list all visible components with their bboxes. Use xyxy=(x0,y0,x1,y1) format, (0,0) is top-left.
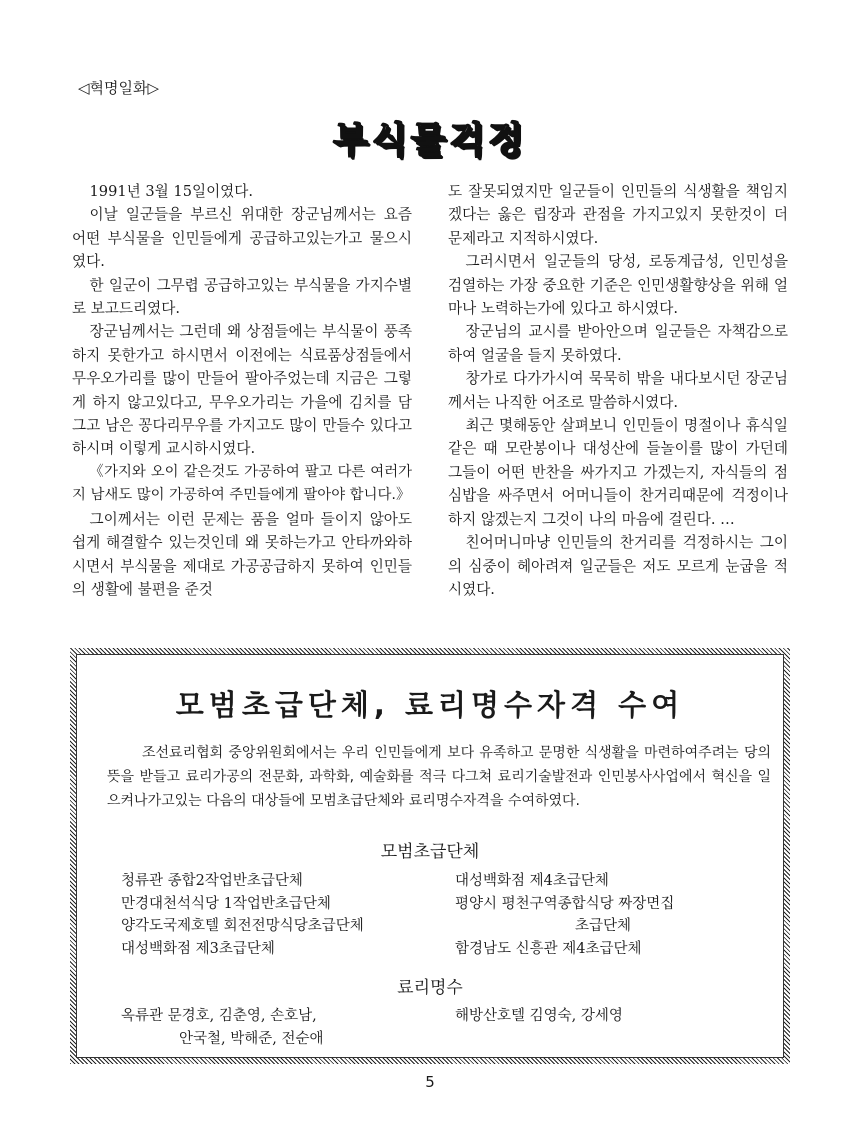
masters-list-left xyxy=(121,1005,324,1050)
list-item: 해방산호텔 김영숙, 강세영 xyxy=(455,1008,623,1024)
page-number: 5 xyxy=(425,1073,435,1091)
list-item: 안국철, 박해준, 전순애 xyxy=(179,1030,324,1047)
paragraph: 장군님께서는 그런데 왜 상점들에는 부식물이 풍족하지 못한가고 하시면서 이전에는 식료품상점들에서 무우오가리를 많이 만들어 팔아주었는데 지금은 그렇게 하지 않고있다고, 무우오가리는 가을에 김치를 담그고 남은 꽁다리무우를 가지고도 많이 만들수 있다고 하시며 이렇게 교시하시였다. xyxy=(72,323,412,458)
list-item: 옥류관 문경호, 김춘영, 손호남, xyxy=(121,1008,317,1024)
announcement-title: 모범초급단체, 료리명수자격 수여 xyxy=(175,688,685,722)
list-item: 대성백화점 제3초급단체 xyxy=(121,940,275,957)
masters-list-right xyxy=(455,1005,623,1028)
article-column-left xyxy=(72,180,412,601)
quote-paragraph: 《가지와 오이 같은것도 가공하여 팔고 다른 여러가지 남새도 많이 가공하여 주민들에게 팔아야 합니다.》 xyxy=(72,463,412,504)
paragraph: 그러시면서 일군들의 당성, 로동계급성, 인민성을 검열하는 가장 중요한 기준은 인민생활향상을 위해 얼마나 노력하는가에 있다고 하시였다. xyxy=(448,253,788,318)
paragraph: 이날 일군들을 부르신 위대한 장군님께서는 요즘 어떤 부식물을 인민들에게 공급하고있는가고 물으시였다. xyxy=(72,206,412,271)
groups-list-left xyxy=(121,870,364,960)
article-column-right xyxy=(448,180,788,601)
groups-list-right xyxy=(455,870,674,960)
paragraph: 최근 몇해동안 살펴보니 인민들이 명절이나 휴식일 같은 때 모란봉이나 대성산에 들놀이를 많이 가던데 그들이 어떤 반찬을 싸가지고 가겠는지, 자식들의 점심밥을 싸주면서 어머니들이 찬거리때문에 걱정이나 하지 않겠는지 그것이 나의 마음에 걸린다. … xyxy=(448,417,788,528)
list-item: 평양시 평천구역종합식당 짜장면집 xyxy=(455,895,675,912)
groups-heading: 모범초급단체 xyxy=(380,842,480,862)
list-item: 초급단체 xyxy=(575,918,632,934)
paragraph: 장군님의 교시를 받아안으며 일군들은 자책감으로 하여 얼굴을 들지 못하였다. xyxy=(448,323,788,364)
section-category: ◁혁명일화▷ xyxy=(78,79,160,97)
list-item: 양각도국제호텔 회전전망식당초급단체 xyxy=(121,918,364,934)
paragraph: 그이께서는 이런 문제는 품을 얼마 들이지 않아도 쉽게 해결할수 있는것인데 왜 못하는가고 안타까와하시면서 부식물을 제대로 가공공급하지 못하여 인민들의 생활에 불편을 준것 xyxy=(72,510,412,598)
announcement-box xyxy=(70,648,790,1064)
masters-heading: 료리명수 xyxy=(397,978,463,998)
paragraph: 도 잘못되였지만 일군들이 인민들의 식생활을 책임지겠다는 옳은 립장과 관점을 가지고있지 못한것이 더 문제라고 지적하시였다. xyxy=(448,183,788,247)
list-item: 대성백화점 제4초급단체 xyxy=(455,873,609,889)
paragraph: 한 일군이 그무렵 공급하고있는 부식물을 가지수별로 보고드리였다. xyxy=(72,276,412,318)
paragraph: 창가로 다가가시여 묵묵히 밖을 내다보시던 장군님께서는 나직한 어조로 말씀하시였다. xyxy=(448,370,788,411)
announcement-inner xyxy=(76,654,784,1058)
paragraph: 1991년 3월 15일이였다. xyxy=(89,183,254,200)
list-item: 함경남도 신흥관 제4초급단체 xyxy=(455,940,642,957)
article-title: 부식물걱정 xyxy=(333,120,527,161)
announcement-text: 조선료리협회 중앙위원회에서는 우리 인민들에게 보다 유족하고 문명한 식생활을 마련하여주려는 당의 뜻을 받들고 료리가공의 전문화, 과학화, 예술화를 적극 다그쳐 료리기술발전과 인민봉사사업에서 혁신을 일으켜나가고있는 다음의 대상들에 모범초급단체와 료리명수자격을 수여하였다. xyxy=(107,745,771,809)
list-item: 만경대천석식당 1작업반초급단체 xyxy=(121,895,331,912)
paragraph: 친어머니마냥 인민들의 찬거리를 걱정하시는 그이의 심중이 헤아려져 일군들은 저도 모르게 눈굽을 적시였다. xyxy=(448,534,788,598)
list-item: 청류관 종합2작업반초급단체 xyxy=(121,873,303,889)
announcement-body xyxy=(107,741,771,813)
